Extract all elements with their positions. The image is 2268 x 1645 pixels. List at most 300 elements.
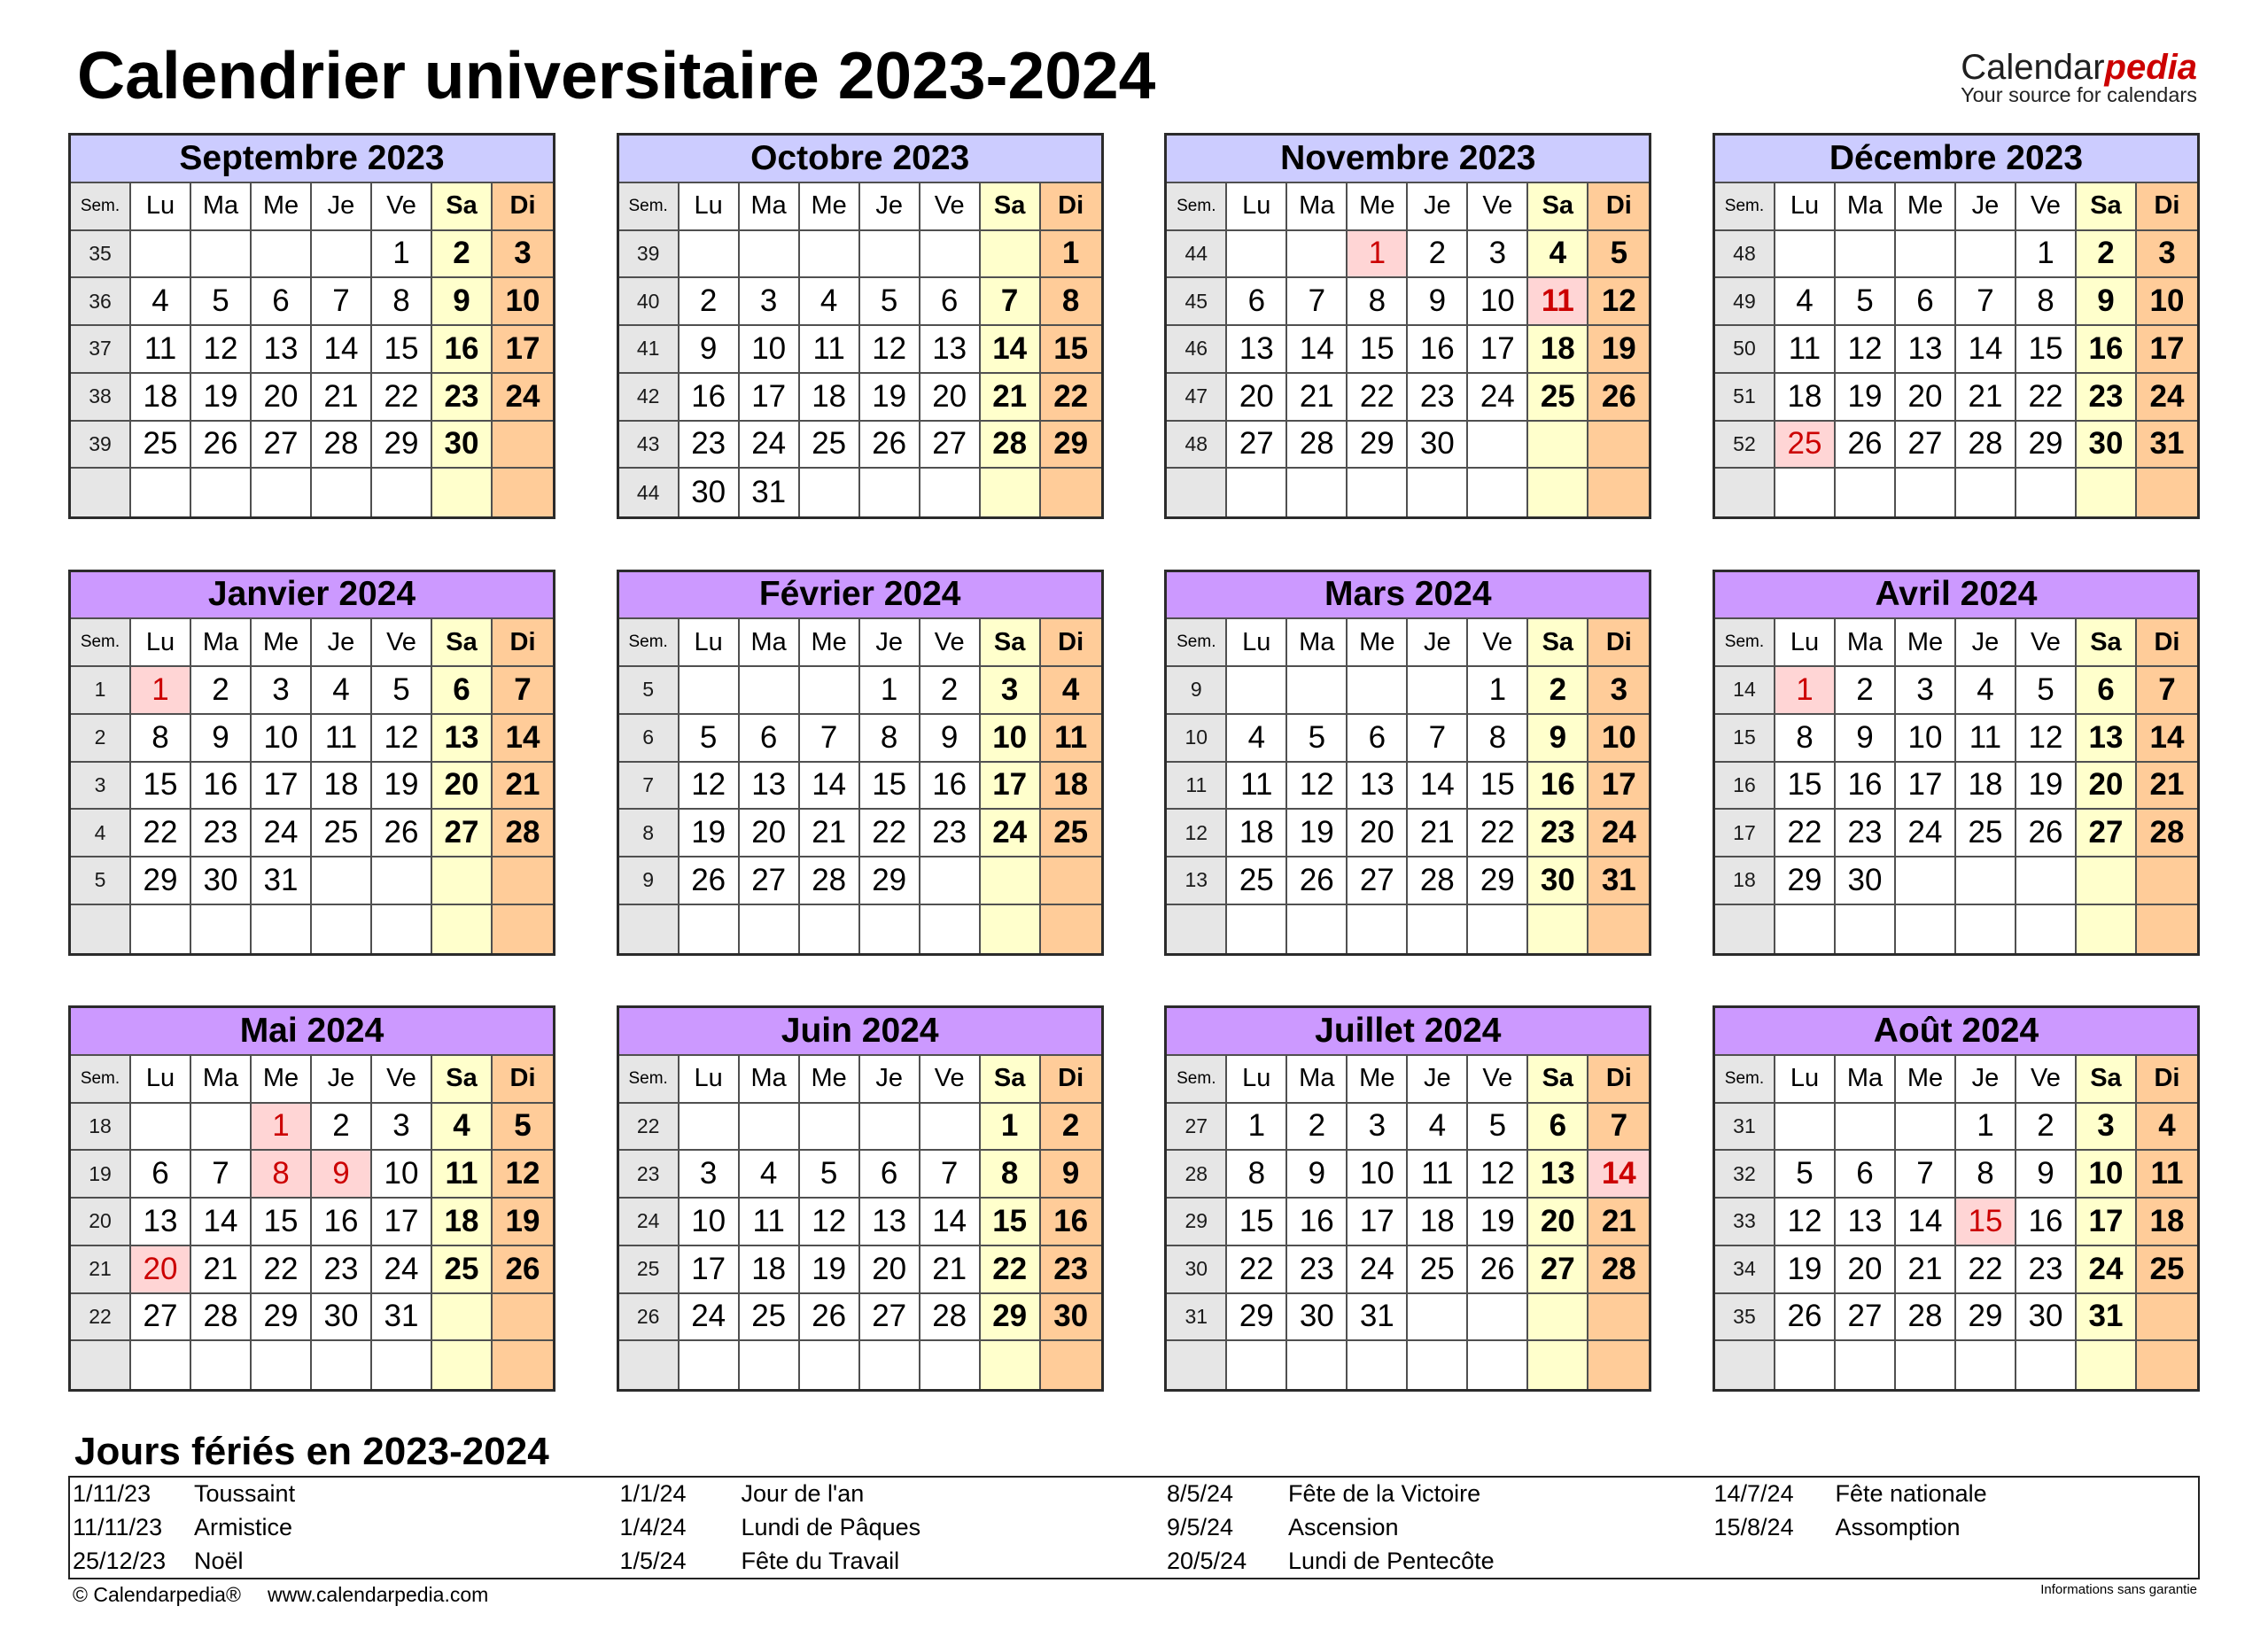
public-holiday-name: Fête du Travail [741,1547,900,1574]
day-cell: 17 [493,326,553,374]
day-cell: 1 [1468,667,1528,715]
week-number: 20 [71,1199,131,1246]
day-cell: 19 [2016,763,2077,811]
day-cell: 17 [680,1246,740,1294]
empty-day-cell [1348,667,1408,715]
day-cell: 28 [920,1294,981,1342]
day-cell: 16 [2077,326,2137,374]
day-cell: 24 [981,810,1041,857]
weekday-header: Lu [131,183,191,231]
week-column-header: Sem. [619,183,680,231]
week-number: 28 [1167,1151,1227,1199]
day-cell: 13 [1528,1151,1588,1199]
day-cell: 5 [191,278,252,326]
day-cell: 24 [1896,810,1956,857]
day-cell: 16 [1408,326,1468,374]
public-holiday-date: 25/12/23 [73,1547,167,1574]
day-cell: 29 [1956,1294,2016,1342]
week-number: 40 [619,278,680,326]
day-cell: 9 [1408,278,1468,326]
weekday-header: Ve [372,619,432,667]
weekday-header: Lu [131,619,191,667]
holiday-day-cell: 15 [1956,1199,2016,1246]
day-cell: 4 [131,278,191,326]
public-holiday-date: 8/5/24 [1167,1480,1234,1508]
day-cell: 9 [1528,715,1588,763]
week-column-header: Sem. [1715,1056,1775,1104]
day-cell: 6 [131,1151,191,1199]
empty-day-cell [493,857,553,905]
day-cell: 29 [1227,1294,1287,1342]
day-cell: 4 [312,667,372,715]
week-number: 35 [71,231,131,279]
week-number [1167,905,1227,953]
day-cell: 14 [191,1199,252,1246]
day-cell: 20 [2077,763,2137,811]
empty-day-cell [1468,905,1528,953]
month-title: Octobre 2023 [619,136,1101,183]
day-cell: 22 [2016,374,2077,422]
day-cell: 24 [1348,1246,1408,1294]
day-cell: 12 [2016,715,2077,763]
day-cell: 11 [1227,763,1287,811]
calendarpedia-logo [1961,50,2197,105]
day-cell: 30 [1528,857,1588,905]
day-cell: 20 [252,374,312,422]
weekday-header: Lu [1227,1056,1287,1104]
empty-day-cell [1896,857,1956,905]
empty-day-cell [1227,905,1287,953]
public-holiday-name: Ascension [1288,1513,1399,1540]
day-cell: 11 [312,715,372,763]
weekday-header: Ma [740,619,800,667]
empty-day-cell [1836,905,1896,953]
public-holiday-entry [1712,1511,2199,1545]
day-cell: 13 [2077,715,2137,763]
day-cell: 18 [1041,763,1101,811]
week-number: 50 [1715,326,1775,374]
empty-day-cell [1775,1104,1836,1152]
day-cell: 26 [493,1246,553,1294]
day-cell: 27 [1227,422,1287,469]
day-cell: 23 [432,374,493,422]
weekday-header: Sa [432,1056,493,1104]
day-cell: 25 [800,422,860,469]
day-cell: 2 [920,667,981,715]
weekday-header: Je [1956,1056,2016,1104]
empty-day-cell [740,1104,800,1152]
day-cell: 20 [740,810,800,857]
month-calendar [68,570,555,956]
weekday-header: Sa [1528,183,1588,231]
day-cell: 30 [680,469,740,516]
day-cell: 2 [680,278,740,326]
empty-day-cell [740,667,800,715]
day-cell: 15 [1348,326,1408,374]
empty-day-cell [1896,469,1956,516]
day-cell: 30 [1408,422,1468,469]
week-number [71,1341,131,1389]
week-number: 37 [71,326,131,374]
footer-copyright: © Calendarpedia® [73,1583,241,1606]
weekday-header: Ma [191,619,252,667]
empty-day-cell [1588,1294,1649,1342]
day-cell: 17 [2077,1199,2137,1246]
week-number: 41 [619,326,680,374]
month-calendar [617,570,1104,956]
day-cell: 15 [981,1199,1041,1246]
public-holiday-date: 1/4/24 [619,1513,687,1540]
weekday-header: Ve [1468,619,1528,667]
day-cell: 28 [312,422,372,469]
day-cell: 18 [740,1246,800,1294]
day-cell: 20 [1836,1246,1896,1294]
empty-day-cell [1408,667,1468,715]
day-cell: 5 [372,667,432,715]
weekday-header: Ma [1287,1056,1348,1104]
weekday-header: Ma [191,183,252,231]
day-cell: 28 [1896,1294,1956,1342]
weekday-header: Sa [1528,619,1588,667]
day-cell: 18 [1775,374,1836,422]
day-cell: 4 [1775,278,1836,326]
week-number: 7 [619,763,680,811]
empty-day-cell [1408,469,1468,516]
empty-day-cell [1468,422,1528,469]
day-cell: 25 [1956,810,2016,857]
weekday-header: Di [1588,183,1649,231]
day-cell: 14 [1408,763,1468,811]
day-cell: 1 [372,231,432,279]
week-column-header: Sem. [619,619,680,667]
holiday-day-cell: 8 [252,1151,312,1199]
empty-day-cell [1775,905,1836,953]
empty-day-cell [1956,231,2016,279]
empty-day-cell [252,469,312,516]
day-cell: 12 [800,1199,860,1246]
weekday-header: Je [312,619,372,667]
empty-day-cell [680,667,740,715]
day-cell: 11 [1956,715,2016,763]
day-cell: 6 [2077,667,2137,715]
weekday-header: Sa [981,619,1041,667]
empty-day-cell [1041,1341,1101,1389]
public-holiday-entry [617,1511,1105,1545]
weekday-header: Di [1041,1056,1101,1104]
public-holiday-entry [70,1478,557,1511]
empty-day-cell [920,469,981,516]
day-cell: 25 [2137,1246,2197,1294]
day-cell: 31 [1588,857,1649,905]
week-number: 35 [1715,1294,1775,1342]
weekday-header: Sa [432,619,493,667]
day-cell: 19 [1588,326,1649,374]
day-cell: 19 [860,374,920,422]
weekday-header: Me [800,183,860,231]
week-number: 31 [1167,1294,1227,1342]
day-cell: 6 [740,715,800,763]
day-cell: 29 [981,1294,1041,1342]
month-title: Décembre 2023 [1715,136,2197,183]
day-cell: 7 [1588,1104,1649,1152]
day-cell: 5 [1588,231,1649,279]
week-number: 36 [71,278,131,326]
public-holiday-date: 1/1/24 [619,1480,687,1508]
day-cell: 19 [1836,374,1896,422]
week-column-header: Sem. [1167,183,1227,231]
day-cell: 25 [432,1246,493,1294]
day-cell: 6 [1528,1104,1588,1152]
week-number: 13 [1167,857,1227,905]
day-cell: 26 [2016,810,2077,857]
week-column-header: Sem. [1715,183,1775,231]
day-cell: 16 [2016,1199,2077,1246]
empty-day-cell [1588,905,1649,953]
day-cell: 24 [1468,374,1528,422]
day-cell: 3 [1348,1104,1408,1152]
day-cell: 24 [2137,374,2197,422]
day-cell: 24 [1588,810,1649,857]
empty-day-cell [740,1341,800,1389]
week-number: 45 [1167,278,1227,326]
month-calendar [1164,1005,1651,1392]
day-cell: 22 [1348,374,1408,422]
day-cell: 15 [1468,763,1528,811]
day-cell: 22 [981,1246,1041,1294]
weekday-header: Ma [740,183,800,231]
day-cell: 9 [2077,278,2137,326]
day-cell: 9 [1041,1151,1101,1199]
weekday-header: Ma [1836,183,1896,231]
day-cell: 22 [252,1246,312,1294]
weekday-header: Di [493,1056,553,1104]
week-number: 18 [71,1104,131,1152]
day-cell: 28 [1956,422,2016,469]
day-cell: 19 [372,763,432,811]
week-number: 11 [1167,763,1227,811]
week-number: 38 [71,374,131,422]
day-cell: 10 [1588,715,1649,763]
day-cell: 15 [252,1199,312,1246]
empty-day-cell [131,1341,191,1389]
day-cell: 6 [252,278,312,326]
month-title: Avril 2024 [1715,572,2197,620]
day-cell: 24 [2077,1246,2137,1294]
empty-day-cell [1836,1341,1896,1389]
weekday-header: Me [1896,1056,1956,1104]
public-holiday-name: Lundi de Pâques [741,1513,921,1540]
day-cell: 14 [1956,326,2016,374]
empty-day-cell [1896,231,1956,279]
empty-day-cell [1588,422,1649,469]
day-cell: 29 [1775,857,1836,905]
day-cell: 21 [920,1246,981,1294]
month-calendar [1713,133,2200,519]
public-holiday-date: 14/7/24 [1713,1480,1794,1508]
day-cell: 12 [1775,1199,1836,1246]
day-cell: 14 [800,763,860,811]
empty-day-cell [1468,469,1528,516]
day-cell: 27 [131,1294,191,1342]
empty-day-cell [1041,857,1101,905]
day-cell: 9 [432,278,493,326]
week-number: 1 [71,667,131,715]
day-cell: 18 [432,1199,493,1246]
empty-day-cell [1348,1341,1408,1389]
empty-day-cell [191,469,252,516]
empty-day-cell [432,1341,493,1389]
day-cell: 22 [1227,1246,1287,1294]
day-cell: 16 [1041,1199,1101,1246]
day-cell: 25 [1227,857,1287,905]
day-cell: 6 [1348,715,1408,763]
weekday-header: Je [1408,183,1468,231]
public-holiday-date: 9/5/24 [1167,1513,1234,1540]
empty-day-cell [981,469,1041,516]
day-cell: 27 [1896,422,1956,469]
weekday-header: Je [860,1056,920,1104]
day-cell: 1 [860,667,920,715]
day-cell: 21 [1896,1246,1956,1294]
week-number [1715,469,1775,516]
public-holiday-name: Fête de la Victoire [1288,1480,1481,1508]
empty-day-cell [1408,905,1468,953]
week-number [619,905,680,953]
week-number: 30 [1167,1246,1227,1294]
day-cell: 7 [1956,278,2016,326]
day-cell: 18 [2137,1199,2197,1246]
day-cell: 12 [860,326,920,374]
day-cell: 24 [252,810,312,857]
logo-tagline: Your source for calendars [1961,83,2197,106]
day-cell: 31 [2137,422,2197,469]
empty-day-cell [1528,1341,1588,1389]
empty-day-cell [1227,667,1287,715]
empty-day-cell [1287,1341,1348,1389]
empty-day-cell [312,1341,372,1389]
day-cell: 7 [981,278,1041,326]
day-cell: 22 [1041,374,1101,422]
day-cell: 27 [860,1294,920,1342]
day-cell: 12 [680,763,740,811]
empty-day-cell [1896,1341,1956,1389]
empty-day-cell [1775,1341,1836,1389]
day-cell: 6 [920,278,981,326]
day-cell: 8 [981,1151,1041,1199]
day-cell: 21 [312,374,372,422]
weekday-header: Ma [1287,183,1348,231]
empty-day-cell [800,231,860,279]
day-cell: 23 [2016,1246,2077,1294]
day-cell: 5 [1836,278,1896,326]
empty-day-cell [432,857,493,905]
week-number: 22 [619,1104,680,1152]
empty-day-cell [1348,469,1408,516]
day-cell: 23 [2077,374,2137,422]
day-cell: 15 [1775,763,1836,811]
day-cell: 27 [1528,1246,1588,1294]
month-calendar [68,1005,555,1392]
empty-day-cell [800,667,860,715]
day-cell: 18 [1408,1199,1468,1246]
week-number: 39 [71,422,131,469]
day-cell: 23 [680,422,740,469]
day-cell: 3 [680,1151,740,1199]
day-cell: 10 [981,715,1041,763]
empty-day-cell [920,1104,981,1152]
day-cell: 16 [1836,763,1896,811]
empty-day-cell [680,231,740,279]
day-cell: 9 [1836,715,1896,763]
month-title: Mars 2024 [1167,572,1649,620]
empty-day-cell [860,231,920,279]
week-number: 34 [1715,1246,1775,1294]
day-cell: 10 [372,1151,432,1199]
day-cell: 21 [1956,374,2016,422]
day-cell: 26 [860,422,920,469]
day-cell: 8 [2016,278,2077,326]
day-cell: 18 [1227,810,1287,857]
day-cell: 28 [191,1294,252,1342]
public-holiday-entry [617,1544,1105,1578]
week-number: 42 [619,374,680,422]
day-cell: 8 [860,715,920,763]
day-cell: 11 [800,326,860,374]
day-cell: 20 [432,763,493,811]
empty-day-cell [1528,905,1588,953]
empty-day-cell [312,905,372,953]
empty-day-cell [1836,1104,1896,1152]
holiday-day-cell: 9 [312,1151,372,1199]
empty-day-cell [131,905,191,953]
weekday-header: Lu [680,1056,740,1104]
day-cell: 8 [1468,715,1528,763]
day-cell: 28 [1408,857,1468,905]
day-cell: 21 [2137,763,2197,811]
weekday-header: Me [1896,619,1956,667]
holiday-day-cell: 20 [131,1246,191,1294]
day-cell: 9 [191,715,252,763]
week-number: 32 [1715,1151,1775,1199]
day-cell: 7 [191,1151,252,1199]
empty-day-cell [680,1341,740,1389]
empty-day-cell [981,1341,1041,1389]
day-cell: 24 [740,422,800,469]
weekday-header: Di [493,619,553,667]
empty-day-cell [920,857,981,905]
footer-website: www.calendarpedia.com [268,1583,489,1606]
month-title: Novembre 2023 [1167,136,1649,183]
day-cell: 26 [680,857,740,905]
holiday-day-cell: 1 [131,667,191,715]
weekday-header: Ve [920,1056,981,1104]
weekday-header: Me [800,619,860,667]
day-cell: 2 [1528,667,1588,715]
day-cell: 14 [493,715,553,763]
day-cell: 8 [1775,715,1836,763]
week-column-header: Sem. [1167,1056,1227,1104]
day-cell: 1 [1956,1104,2016,1152]
weekday-header: Sa [2077,183,2137,231]
day-cell: 5 [2016,667,2077,715]
holiday-day-cell: 14 [1588,1151,1649,1199]
day-cell: 28 [493,810,553,857]
day-cell: 17 [1348,1199,1408,1246]
day-cell: 3 [1896,667,1956,715]
public-holiday-entry [1164,1511,1651,1545]
empty-day-cell [800,1104,860,1152]
empty-day-cell [1775,469,1836,516]
